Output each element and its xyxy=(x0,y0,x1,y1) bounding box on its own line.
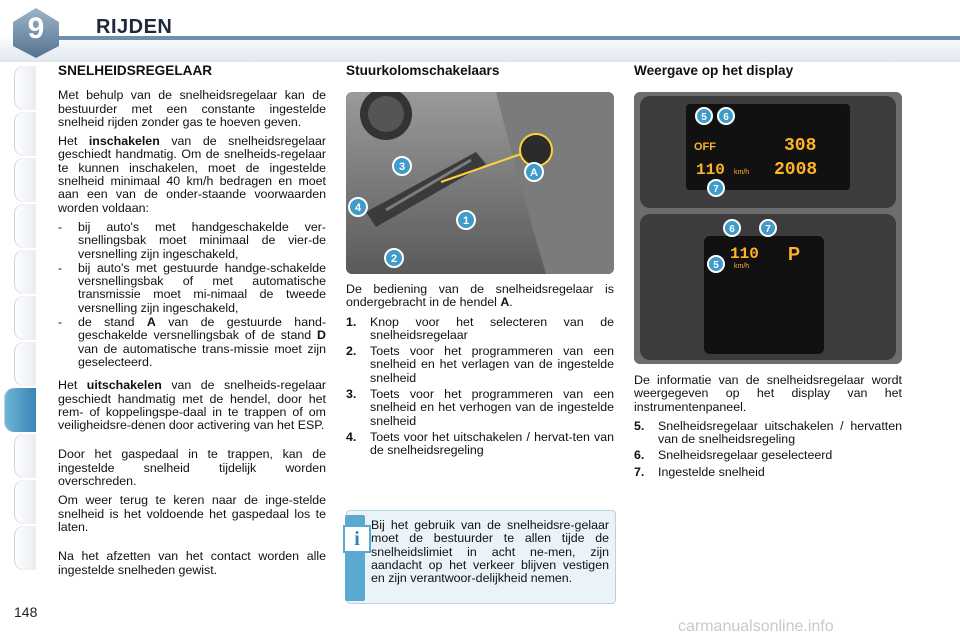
chapter-tab[interactable] xyxy=(14,250,36,294)
paragraph: De informatie van de snelheidsregelaar wordt weergegeven op het display van het instrumentenpaneel. xyxy=(634,373,902,414)
svg-text:A: A xyxy=(530,167,538,179)
figure-label xyxy=(457,211,475,229)
svg-text:6: 6 xyxy=(723,112,729,123)
column-cruise-control xyxy=(58,64,326,583)
figure-label xyxy=(708,256,724,272)
list-item: 7. Ingestelde snelheid xyxy=(634,464,765,479)
figure-label xyxy=(349,198,367,216)
callout-text: Bij het gebruik van de snelheidsre-gelaar moet de bestuurder te allen tijde de snelheidslimiet in acht ne-men, zijn aandacht op het verkeer blijven vestigen en zijn verantwoor-delijkheid nemen. xyxy=(371,518,609,586)
page-number: 148 xyxy=(14,604,38,620)
watermark: carmanualsonline.info xyxy=(678,618,834,635)
svg-text:308: 308 xyxy=(784,136,817,156)
svg-text:3: 3 xyxy=(398,161,406,173)
svg-text:1: 1 xyxy=(462,215,470,227)
chapter-tab[interactable] xyxy=(14,204,36,248)
svg-text:7: 7 xyxy=(765,224,771,235)
list-item: 6. Snelheidsregelaar geselecteerd xyxy=(634,448,833,463)
chapter-tab[interactable] xyxy=(14,158,36,202)
paragraph-enable: Het inschakelen van de snelheidsregelaar geschiedt handmatig. Om de snelheids-regelaar te kunnen inschakelen, moet de ingestelde snelheid minimaal 40 km/h bedragen en moet aan een van de onder-staande voorwaarden worden voldaan: xyxy=(58,134,326,215)
chapter-tab[interactable] xyxy=(14,296,36,340)
svg-text:2008: 2008 xyxy=(774,160,818,180)
list-item: - de stand A van de gestuurde hand-geschakelde versnellingsbak of de stand D van de automatische trans-missie moet zijn geselecteerd. xyxy=(58,315,326,369)
chapter-number: 9 xyxy=(27,12,45,45)
figure-label xyxy=(708,180,724,196)
paragraph: Met behulp van de snelheidsregelaar kan de bestuurder met een constante ingestelde snelheid rijden zonder gas te hoeven geven. xyxy=(58,88,326,129)
figure-label xyxy=(385,249,403,267)
display-list xyxy=(634,420,902,479)
section-heading: Weergave op het display xyxy=(634,63,794,78)
svg-text:2: 2 xyxy=(390,253,398,265)
list-item: - bij auto's met gestuurde handge-schakelde versnellingsbak of met automatische transmissie moet mi-nimaal de tweede versnelling zijn ingeschakeld, xyxy=(58,260,326,315)
figure-label xyxy=(760,220,776,236)
section-heading: Stuurkolomschakelaars xyxy=(346,63,500,78)
figure-label xyxy=(718,108,734,124)
paragraph-disable: Het uitschakelen van de snelheids-regelaar geschiedt handmatig met de hendel, door het rem- of koppelingspe-daal in te trappen of om veiligheidsre-denen door activering van het ESP. xyxy=(58,378,326,433)
paragraph: Na het afzetten van het contact worden alle ingestelde snelheden gewist. xyxy=(58,549,326,577)
list-item: 1. Knop voor het selecteren van de snelheidsregelaar xyxy=(346,314,614,342)
display-photo xyxy=(634,92,902,364)
chapter-tab[interactable] xyxy=(14,112,36,156)
svg-text:4: 4 xyxy=(354,202,362,214)
column-stalk-controls xyxy=(346,64,614,89)
section-heading: SNELHEIDSREGELAAR xyxy=(58,63,213,78)
chapter-tab[interactable] xyxy=(14,342,36,386)
svg-text:5: 5 xyxy=(713,260,719,271)
paragraph: De bediening van de snelheidsregelaar is ondergebracht in de hendel A. xyxy=(346,282,614,310)
svg-text:5: 5 xyxy=(701,112,707,123)
chapter-tab[interactable] xyxy=(14,66,36,110)
svg-text:P: P xyxy=(788,244,801,264)
control-list xyxy=(346,316,614,458)
svg-text:OFF: OFF xyxy=(694,141,716,153)
header-rule xyxy=(40,36,960,40)
svg-text:km/h: km/h xyxy=(734,263,750,270)
stalk-photo xyxy=(346,92,614,274)
info-icon: i xyxy=(343,525,371,553)
svg-text:7: 7 xyxy=(713,184,719,195)
paragraph: Om weer terug te keren naar de inge-stelde snelheid is het voldoende het gaspedaal los te laten. xyxy=(58,493,326,534)
list-item: 3. Toets voor het programmeren van een snelheid en het verhogen van de ingestelde snelheid xyxy=(346,387,614,428)
paragraph: Door het gaspedaal in te trappen, kan de ingestelde snelheid tijdelijk worden overschreden. xyxy=(58,447,326,489)
list-item: - bij auto's met handgeschakelde ver-snellingsbak moet minimaal de vier-de versnelling zijn ingeschakeld, xyxy=(58,219,326,261)
svg-text:110: 110 xyxy=(696,161,725,179)
page-title: RIJDEN xyxy=(96,16,173,38)
figure-label xyxy=(525,163,543,181)
svg-text:110: 110 xyxy=(730,245,759,263)
display-description xyxy=(634,374,902,485)
svg-text:6: 6 xyxy=(729,224,735,235)
figure-label xyxy=(724,220,740,236)
figure-label xyxy=(393,157,411,175)
list-item: 2. Toets voor het programmeren van een snelheid en het verlagen van de ingestelde snelheid xyxy=(346,344,614,385)
stalk-description xyxy=(346,283,614,464)
svg-text:km/h: km/h xyxy=(734,169,750,176)
chapter-tab[interactable] xyxy=(14,526,36,570)
list-item: 4. Toets voor het uitschakelen / hervat-ten van de snelheidsregeling xyxy=(346,429,614,458)
chapter-tab[interactable] xyxy=(14,480,36,524)
list-item: 5. Snelheidsregelaar uitschakelen / hervatten van de snelheidsregeling xyxy=(634,418,902,447)
conditions-list xyxy=(58,221,326,369)
figure-label xyxy=(696,108,712,124)
info-callout xyxy=(346,510,616,604)
chapter-tab-active[interactable] xyxy=(4,388,36,432)
chapter-tabs xyxy=(0,66,36,572)
chapter-tab[interactable] xyxy=(14,434,36,478)
column-display xyxy=(634,64,902,89)
